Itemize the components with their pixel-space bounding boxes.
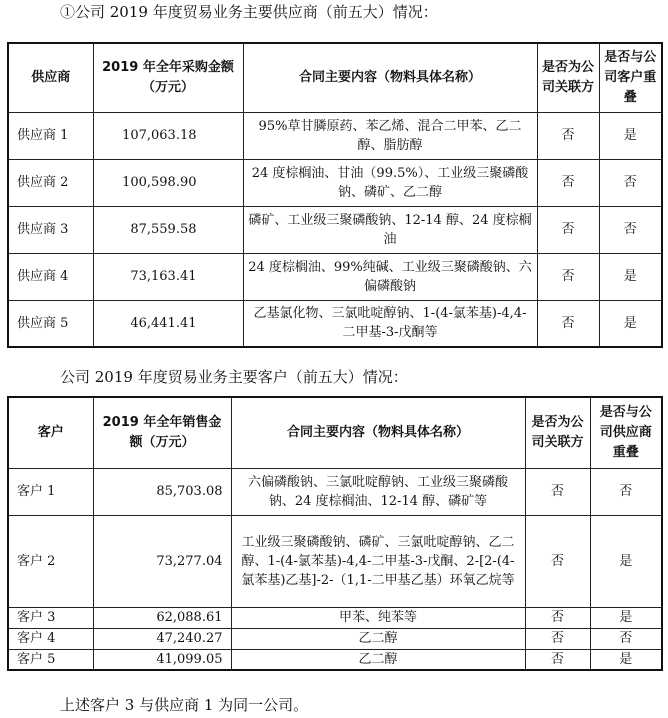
header-customer: 客户 — [8, 397, 93, 468]
contract-content: 乙二醇 — [231, 628, 525, 649]
footer-note: 上述客户 3 与供应商 1 为同一公司。 — [60, 696, 309, 714]
customer-name: 客户 3 — [8, 607, 93, 628]
overlap-flag: 否 — [599, 206, 662, 253]
header-related-party: 是否为公司关联方 — [525, 397, 590, 468]
overlap-flag: 是 — [599, 300, 662, 347]
header-customer-overlap: 是否与公司客户重叠 — [599, 43, 662, 112]
related-party-flag: 否 — [537, 159, 599, 206]
overlap-flag: 是 — [590, 649, 662, 670]
table-row — [8, 159, 662, 206]
contract-content: 24 度棕榈油、甘油（99.5%）、工业级三聚磷酸钠、磷矿、乙二醇 — [243, 159, 537, 206]
supplier-name: 供应商 1 — [8, 112, 93, 159]
heading-customers: 公司 2019 年度贸易业务主要客户（前五大）情况： — [60, 368, 408, 386]
supplier-name: 供应商 3 — [8, 206, 93, 253]
customer-name: 客户 4 — [8, 628, 93, 649]
customers-table — [7, 396, 663, 671]
related-party-flag: 否 — [525, 607, 590, 628]
related-party-flag: 否 — [537, 112, 599, 159]
table-header-row — [8, 397, 662, 468]
table-row — [8, 515, 662, 607]
overlap-flag: 是 — [599, 253, 662, 300]
table-row — [8, 468, 662, 515]
overlap-flag: 否 — [590, 628, 662, 649]
purchase-amount: 46,441.41 — [93, 300, 243, 347]
contract-content: 六偏磷酸钠、三氯吡啶醇钠、工业级三聚磷酸钠、24 度棕榈油、12-14 醇、磷矿等 — [231, 468, 525, 515]
customer-name: 客户 5 — [8, 649, 93, 670]
supplier-name: 供应商 2 — [8, 159, 93, 206]
related-party-flag: 否 — [537, 253, 599, 300]
contract-content: 磷矿、工业级三聚磷酸钠、12-14 醇、24 度棕榈油 — [243, 206, 537, 253]
related-party-flag: 否 — [537, 206, 599, 253]
sales-amount: 41,099.05 — [93, 649, 231, 670]
contract-content: 工业级三聚磷酸钠、磷矿、三氯吡啶醇钠、乙二醇、1-(4-氯苯基)-4,4-二甲基-3-戊酮、2-[2-(4-氯苯基)乙基]-2-（1,1-二甲基乙基）环氧乙烷等 — [231, 515, 525, 607]
table-row — [8, 112, 662, 159]
overlap-flag: 否 — [590, 468, 662, 515]
purchase-amount: 87,559.58 — [93, 206, 243, 253]
related-party-flag: 否 — [525, 468, 590, 515]
overlap-flag: 是 — [599, 112, 662, 159]
table-row — [8, 607, 662, 628]
contract-content: 乙基氯化物、三氯吡啶醇钠、1-(4-氯苯基)-4,4-二甲基-3-戊酮等 — [243, 300, 537, 347]
sales-amount: 85,703.08 — [93, 468, 231, 515]
contract-content: 甲苯、纯苯等 — [231, 607, 525, 628]
table-row — [8, 206, 662, 253]
related-party-flag: 否 — [525, 515, 590, 607]
contract-content: 乙二醇 — [231, 649, 525, 670]
header-sales-amount: 2019 年全年销售金额（万元） — [93, 397, 231, 468]
header-supplier-overlap: 是否与公司供应商重叠 — [590, 397, 662, 468]
sales-amount: 47,240.27 — [93, 628, 231, 649]
overlap-flag: 是 — [590, 607, 662, 628]
purchase-amount: 107,063.18 — [93, 112, 243, 159]
table-row — [8, 253, 662, 300]
overlap-flag: 是 — [590, 515, 662, 607]
supplier-name: 供应商 5 — [8, 300, 93, 347]
table-row — [8, 628, 662, 649]
header-related-party: 是否为公司关联方 — [537, 43, 599, 112]
table-row — [8, 649, 662, 670]
overlap-flag: 否 — [599, 159, 662, 206]
table-header-row — [8, 43, 662, 112]
related-party-flag: 否 — [537, 300, 599, 347]
header-contract-content: 合同主要内容（物料具体名称） — [231, 397, 525, 468]
supplier-name: 供应商 4 — [8, 253, 93, 300]
purchase-amount: 73,163.41 — [93, 253, 243, 300]
header-purchase-amount: 2019 年全年采购金额（万元） — [93, 43, 243, 112]
customer-name: 客户 2 — [8, 515, 93, 607]
contract-content: 95%草甘膦原药、苯乙烯、混合二甲苯、乙二醇、脂肪醇 — [243, 112, 537, 159]
heading-suppliers: ①公司 2019 年度贸易业务主要供应商（前五大）情况： — [60, 3, 438, 21]
contract-content: 24 度棕榈油、99%纯碱、工业级三聚磷酸钠、六偏磷酸钠 — [243, 253, 537, 300]
suppliers-table — [7, 42, 663, 348]
related-party-flag: 否 — [525, 649, 590, 670]
header-supplier: 供应商 — [8, 43, 93, 112]
sales-amount: 73,277.04 — [93, 515, 231, 607]
related-party-flag: 否 — [525, 628, 590, 649]
purchase-amount: 100,598.90 — [93, 159, 243, 206]
sales-amount: 62,088.61 — [93, 607, 231, 628]
customer-name: 客户 1 — [8, 468, 93, 515]
table-row — [8, 300, 662, 347]
header-contract-content: 合同主要内容（物料具体名称） — [243, 43, 537, 112]
